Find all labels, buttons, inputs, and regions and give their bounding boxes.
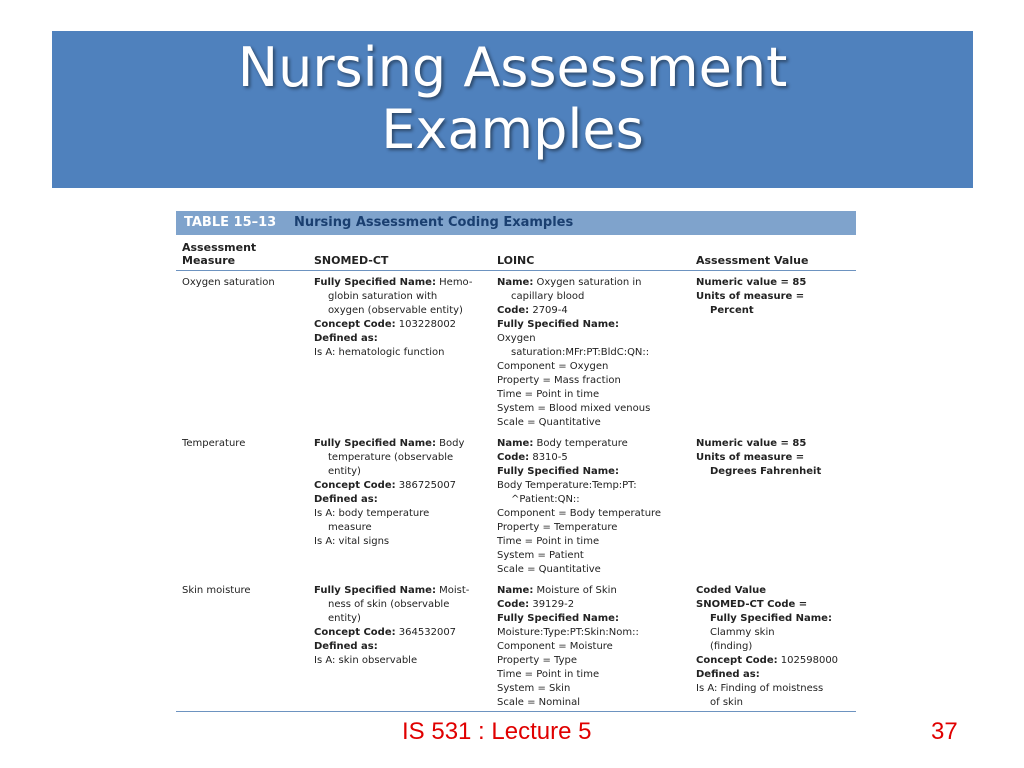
table-caption-bar — [176, 211, 856, 235]
cell-line-text: Is A: vital signs — [314, 536, 390, 547]
cell-line — [314, 584, 469, 598]
cell-line — [696, 626, 838, 640]
cell-line — [314, 451, 464, 465]
row-value-cell — [696, 437, 821, 479]
cell-line-text: Is A: hematologic function — [314, 347, 445, 358]
cell-line-text: Scale = Quantitative — [497, 417, 601, 428]
cell-line-label: Units of measure = — [696, 291, 805, 302]
cell-line — [314, 304, 472, 318]
cell-line — [497, 416, 650, 430]
cell-line — [497, 451, 661, 465]
cell-line — [696, 598, 838, 612]
slide-title-line: Nursing Assessment — [237, 36, 788, 99]
row-snomed-cell — [314, 584, 469, 668]
cell-line-text: Clammy skin — [710, 627, 775, 638]
header-rule — [176, 270, 856, 271]
cell-line-text: Time = Point in time — [497, 536, 600, 547]
cell-line — [497, 276, 650, 290]
cell-line-text: measure — [328, 522, 372, 533]
cell-line — [497, 682, 639, 696]
cell-line-label: Code: — [497, 599, 530, 610]
cell-line — [696, 584, 838, 598]
cell-line-label: Name: — [497, 585, 534, 596]
cell-line-text: 8310-5 — [529, 452, 568, 463]
cell-line-text: Is A: skin observable — [314, 655, 418, 666]
cell-line-label: Concept Code: — [314, 319, 396, 330]
cell-line — [696, 668, 838, 682]
cell-line — [497, 598, 639, 612]
column-header-snomed: SNOMED-CT — [314, 254, 389, 267]
cell-line — [497, 465, 661, 479]
cell-line-text: Moisture of Skin — [533, 585, 617, 596]
row-measure: Oxygen saturation — [182, 277, 275, 288]
column-header-line: Assessment — [182, 241, 257, 254]
cell-line — [314, 493, 464, 507]
row-measure: Skin moisture — [182, 585, 251, 596]
cell-line — [314, 535, 464, 549]
cell-line — [314, 654, 469, 668]
cell-line — [696, 612, 838, 626]
cell-line-text: entity) — [328, 466, 361, 477]
row-measure: Temperature — [182, 438, 246, 449]
cell-line-text: Is A: Finding of moistness — [696, 683, 824, 694]
cell-line — [497, 668, 639, 682]
table-number: TABLE 15–13 — [184, 215, 277, 230]
cell-line-label: Concept Code: — [314, 480, 396, 491]
cell-line-text: Hemo- — [435, 277, 473, 288]
cell-line-label: Defined as: — [314, 494, 378, 505]
cell-line — [497, 549, 661, 563]
slide-title-line: Examples — [381, 98, 644, 161]
column-header-value: Assessment Value — [696, 254, 809, 267]
cell-line-label: Name: — [497, 277, 534, 288]
column-header-line: Measure — [182, 254, 236, 267]
row-snomed-cell — [314, 437, 464, 549]
cell-line — [497, 626, 639, 640]
cell-line — [497, 612, 639, 626]
cell-line-label: Numeric value = 85 — [696, 277, 807, 288]
cell-line — [497, 696, 639, 710]
cell-line — [497, 402, 650, 416]
cell-line — [497, 654, 639, 668]
cell-line — [696, 654, 838, 668]
cell-line-text: Time = Point in time — [497, 669, 600, 680]
cell-line — [314, 626, 469, 640]
cell-line-text: Moisture:Type:PT:Skin:Nom:: — [497, 627, 639, 638]
cell-line-text: Property = Mass fraction — [497, 375, 621, 386]
cell-line-text: Body — [435, 438, 465, 449]
cell-line-label: Name: — [497, 438, 534, 449]
cell-line-text: entity) — [328, 613, 361, 624]
cell-line — [497, 493, 661, 507]
cell-line-label: Numeric value = 85 — [696, 438, 807, 449]
cell-line — [314, 465, 464, 479]
cell-line — [497, 318, 650, 332]
cell-line — [497, 304, 650, 318]
title-bar — [52, 31, 973, 188]
cell-line-text: (finding) — [710, 641, 753, 652]
table-bottom-rule — [176, 711, 856, 712]
cell-line — [497, 584, 639, 598]
cell-line-label: Concept Code: — [696, 655, 778, 666]
cell-line-label: Fully Specified Name: — [497, 319, 619, 330]
cell-line — [314, 479, 464, 493]
cell-line-text: ^Patient:QN:: — [511, 494, 580, 505]
cell-line — [497, 388, 650, 402]
cell-line — [314, 437, 464, 451]
cell-line — [497, 437, 661, 451]
cell-line-text: Component = Body temperature — [497, 508, 662, 519]
row-value-cell — [696, 584, 838, 710]
cell-line — [696, 304, 806, 318]
cell-line-label: Fully Specified Name: — [314, 277, 436, 288]
cell-line-text: Scale = Nominal — [497, 697, 581, 708]
column-header-measure — [182, 241, 256, 267]
cell-line-label: Defined as: — [314, 641, 378, 652]
slide-title — [52, 37, 973, 161]
cell-line-label: Fully Specified Name: — [314, 438, 436, 449]
cell-line-text: System = Patient — [497, 550, 584, 561]
cell-line-text: Body temperature — [533, 438, 628, 449]
cell-line-text: globin saturation with — [328, 291, 438, 302]
cell-line-text: Oxygen — [497, 333, 536, 344]
cell-line-label: Percent — [710, 305, 754, 316]
cell-line-label: Coded Value — [696, 585, 767, 596]
cell-line-text: ness of skin (observable — [328, 599, 450, 610]
row-snomed-cell — [314, 276, 472, 360]
cell-line — [497, 640, 639, 654]
cell-line-text: Moist- — [435, 585, 470, 596]
cell-line-label: Fully Specified Name: — [497, 466, 619, 477]
cell-line-label: Fully Specified Name: — [497, 613, 619, 624]
cell-line-text: Is A: body temperature — [314, 508, 430, 519]
cell-line-text: Body Temperature:Temp:PT: — [497, 480, 637, 491]
cell-line-text: 2709-4 — [529, 305, 568, 316]
nursing-assessment-table — [176, 211, 858, 714]
cell-line — [497, 563, 661, 577]
cell-line — [497, 360, 650, 374]
row-loinc-cell — [497, 437, 661, 577]
cell-line — [696, 290, 806, 304]
cell-line — [314, 521, 464, 535]
cell-line-text: saturation:MFr:PT:BldC:QN:: — [511, 347, 650, 358]
cell-line-text: capillary blood — [511, 291, 585, 302]
cell-line — [314, 612, 469, 626]
cell-line-text: Property = Temperature — [497, 522, 618, 533]
cell-line-label: Code: — [497, 452, 530, 463]
cell-line — [314, 276, 472, 290]
cell-line — [497, 290, 650, 304]
cell-line — [497, 507, 661, 521]
cell-line — [314, 332, 472, 346]
cell-line-text: oxygen (observable entity) — [328, 305, 463, 316]
slide-number: 37 — [931, 718, 958, 745]
cell-line — [696, 465, 821, 479]
cell-line-text: 386725007 — [395, 480, 457, 491]
cell-line-text: System = Blood mixed venous — [497, 403, 651, 414]
cell-line-label: Units of measure = — [696, 452, 805, 463]
cell-line-text: Component = Moisture — [497, 641, 613, 652]
cell-line-text: 103228002 — [395, 319, 457, 330]
cell-line — [497, 535, 661, 549]
cell-line — [696, 451, 821, 465]
cell-line-label: Concept Code: — [314, 627, 396, 638]
cell-line — [696, 276, 806, 290]
row-loinc-cell — [497, 276, 650, 430]
cell-line — [314, 290, 472, 304]
cell-line — [696, 682, 838, 696]
row-loinc-cell — [497, 584, 639, 710]
cell-line-text: Oxygen saturation in — [533, 277, 642, 288]
cell-line-text: System = Skin — [497, 683, 571, 694]
cell-line-label: Fully Specified Name: — [710, 613, 832, 624]
cell-line-label: Defined as: — [314, 333, 378, 344]
row-value-cell — [696, 276, 806, 318]
cell-line — [314, 640, 469, 654]
cell-line — [696, 437, 821, 451]
cell-line-text: Time = Point in time — [497, 389, 600, 400]
cell-line-text: of skin — [710, 697, 743, 708]
cell-line-text: temperature (observable — [328, 452, 454, 463]
cell-line-label: Fully Specified Name: — [314, 585, 436, 596]
cell-line — [497, 521, 661, 535]
column-header-loinc: LOINC — [497, 254, 535, 267]
table-caption: Nursing Assessment Coding Examples — [294, 215, 574, 230]
cell-line-text: Component = Oxygen — [497, 361, 609, 372]
cell-line-label: Degrees Fahrenheit — [710, 466, 822, 477]
cell-line-label: Code: — [497, 305, 530, 316]
cell-line — [696, 640, 838, 654]
cell-line-label: SNOMED-CT Code = — [696, 599, 808, 610]
cell-line — [497, 346, 650, 360]
cell-line — [497, 479, 661, 493]
cell-line — [314, 318, 472, 332]
footer-lecture: IS 531 : Lecture 5 — [402, 718, 592, 745]
cell-line — [497, 374, 650, 388]
cell-line — [314, 507, 464, 521]
cell-line-text: Scale = Quantitative — [497, 564, 601, 575]
cell-line-text: 102598000 — [777, 655, 839, 666]
cell-line-text: 364532007 — [395, 627, 457, 638]
cell-line-label: Defined as: — [696, 669, 760, 680]
cell-line — [314, 598, 469, 612]
cell-line — [696, 696, 838, 710]
cell-line-text: 39129-2 — [529, 599, 575, 610]
cell-line — [314, 346, 472, 360]
cell-line — [497, 332, 650, 346]
cell-line-text: Property = Type — [497, 655, 578, 666]
